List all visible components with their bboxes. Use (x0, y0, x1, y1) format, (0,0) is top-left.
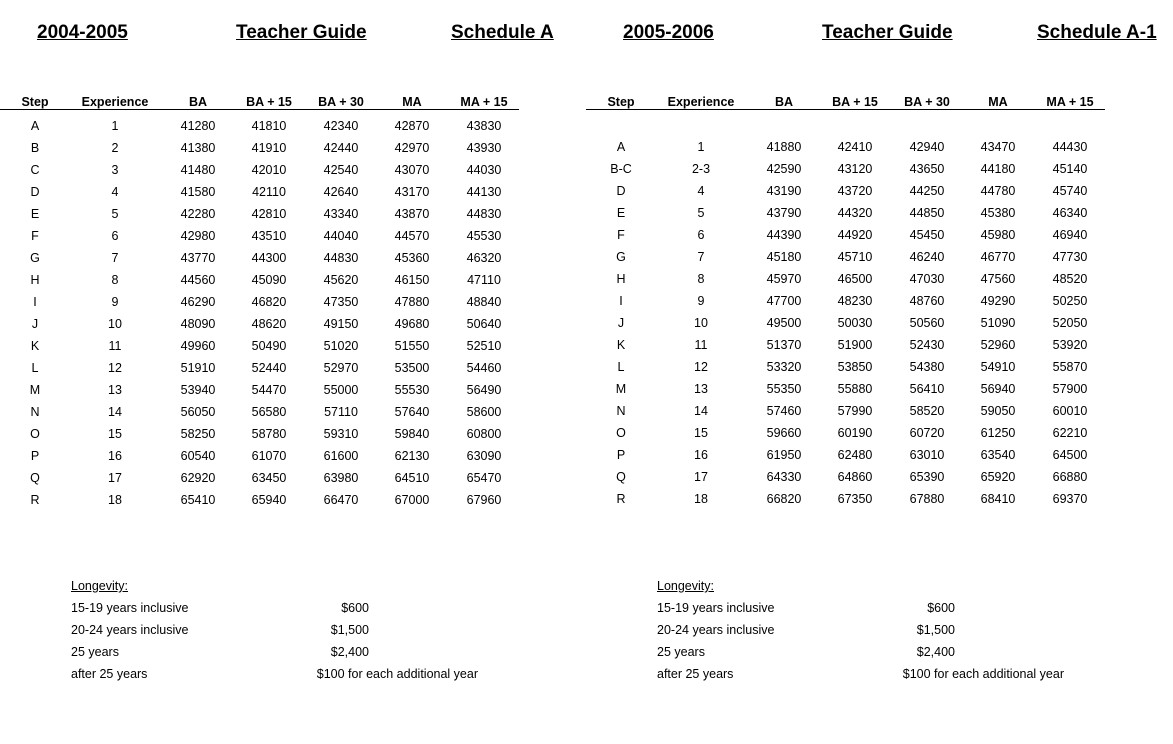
table-cell-ma-15: 44030 (466, 163, 502, 177)
table-cell-ba-15: 46820 (251, 295, 287, 309)
table-cell-ba: 51370 (766, 338, 802, 352)
table-cell-ba: 42280 (180, 207, 216, 221)
table-cell-ma: 45360 (394, 251, 430, 265)
table-cell-ba-30: 60720 (909, 426, 945, 440)
table-cell-experience: 4 (111, 185, 119, 199)
longevity-label: 15-19 years inclusive (657, 601, 775, 615)
table-cell-ma: 43470 (980, 140, 1016, 154)
table-cell-ba: 43190 (766, 184, 802, 198)
table-cell-ma: 47560 (980, 272, 1016, 286)
table-cell-ba-30: 42440 (323, 141, 359, 155)
table-cell-experience: 11 (694, 338, 708, 352)
table-cell-ba-30: 59310 (323, 427, 359, 441)
table-cell-ba: 64330 (766, 470, 802, 484)
table-cell-ba-15: 63450 (251, 471, 287, 485)
table-cell-ma: 43870 (394, 207, 430, 221)
table-cell-step: R (616, 492, 626, 506)
table-cell-step: O (616, 426, 626, 440)
table-cell-ma-15: 52050 (1052, 316, 1088, 330)
table-cell-ba-15: 42810 (251, 207, 287, 221)
column-header-ma: MA (988, 95, 1008, 109)
table-cell-ba-30: 42340 (323, 119, 359, 133)
column-header-ba: BA (774, 95, 794, 109)
table-cell-ma-15: 50250 (1052, 294, 1088, 308)
longevity-amount: $1,500 (330, 623, 369, 637)
table-cell-ba-30: 67880 (909, 492, 945, 506)
table-cell-ba-30: 66470 (323, 493, 359, 507)
table-cell-ba: 49500 (766, 316, 802, 330)
table-cell-ma: 43070 (394, 163, 430, 177)
table-cell-ma-15: 62210 (1052, 426, 1088, 440)
table-cell-experience: 16 (694, 448, 708, 462)
table-cell-step: P (30, 449, 40, 463)
table-cell-ba-30: 42940 (909, 140, 945, 154)
guide-title: Teacher Guide (236, 22, 367, 43)
table-cell-ba-15: 60190 (837, 426, 873, 440)
table-cell-ma-15: 46940 (1052, 228, 1088, 242)
table-cell-ba: 44390 (766, 228, 802, 242)
table-cell-ba: 45180 (766, 250, 802, 264)
table-cell-ba: 41280 (180, 119, 216, 133)
table-cell-ma-15: 60010 (1052, 404, 1088, 418)
table-cell-ba-15: 56580 (251, 405, 287, 419)
table-cell-ba-15: 51900 (837, 338, 873, 352)
table-cell-ba-30: 49150 (323, 317, 359, 331)
table-cell-ba: 45970 (766, 272, 802, 286)
table-cell-ba: 41580 (180, 185, 216, 199)
table-cell-ba-30: 54380 (909, 360, 945, 374)
column-header-experience: Experience (81, 95, 149, 109)
table-cell-ma-15: 47730 (1052, 250, 1088, 264)
table-cell-experience: 7 (111, 251, 119, 265)
table-cell-ba-15: 44920 (837, 228, 873, 242)
column-header-ma: MA (402, 95, 422, 109)
table-cell-step: N (30, 405, 40, 419)
column-header-ba-15: BA + 15 (832, 95, 878, 109)
table-cell-ba-15: 53850 (837, 360, 873, 374)
table-cell-experience: 18 (108, 493, 122, 507)
table-cell-ma-15: 69370 (1052, 492, 1088, 506)
table-cell-experience: 14 (694, 404, 708, 418)
longevity-amount: $600 (927, 601, 955, 615)
table-cell-ba: 47700 (766, 294, 802, 308)
table-cell-ba-15: 50490 (251, 339, 287, 353)
table-cell-ba: 41480 (180, 163, 216, 177)
table-cell-step: D (30, 185, 40, 199)
table-cell-ba-15: 41910 (251, 141, 287, 155)
table-cell-ba-15: 44300 (251, 251, 287, 265)
table-cell-experience: 2 (111, 141, 119, 155)
table-cell-ma: 43170 (394, 185, 430, 199)
table-cell-experience: 15 (108, 427, 122, 441)
table-cell-ba-15: 61070 (251, 449, 287, 463)
table-cell-ba-30: 44250 (909, 184, 945, 198)
table-cell-ba-30: 43650 (909, 162, 945, 176)
table-cell-step: B (30, 141, 40, 155)
table-cell-ma: 44780 (980, 184, 1016, 198)
table-cell-ba-15: 42110 (252, 185, 286, 199)
table-cell-ba-15: 67350 (837, 492, 873, 506)
table-cell-experience: 7 (697, 250, 705, 264)
table-cell-ba-15: 43120 (837, 162, 873, 176)
table-cell-ba-30: 65390 (909, 470, 945, 484)
table-cell-step: D (616, 184, 626, 198)
table-cell-ba-15: 64860 (837, 470, 873, 484)
table-cell-ba: 58250 (180, 427, 216, 441)
table-cell-ba: 62920 (180, 471, 216, 485)
table-cell-ba-15: 42410 (837, 140, 873, 154)
table-cell-ma: 56940 (980, 382, 1016, 396)
longevity-amount: $1,500 (916, 623, 955, 637)
table-cell-ma-15: 45530 (466, 229, 502, 243)
table-cell-ma: 57640 (394, 405, 430, 419)
column-header-step: Step (21, 95, 49, 109)
table-cell-ma: 54910 (980, 360, 1016, 374)
table-cell-ma: 46150 (394, 273, 430, 287)
table-cell-step: O (30, 427, 40, 441)
table-cell-ma-15: 66880 (1052, 470, 1088, 484)
table-cell-ba: 42590 (766, 162, 802, 176)
longevity-label: 25 years (71, 645, 119, 659)
table-cell-ma: 51090 (980, 316, 1016, 330)
column-header-experience: Experience (667, 95, 735, 109)
table-cell-step: M (615, 382, 627, 396)
table-cell-step: Q (616, 470, 626, 484)
table-cell-step: J (617, 316, 625, 330)
table-cell-ba: 51910 (180, 361, 216, 375)
table-cell-ba-15: 52440 (251, 361, 287, 375)
table-cell-ba-30: 50560 (909, 316, 945, 330)
table-cell-ba: 43790 (766, 206, 802, 220)
table-cell-ma: 49290 (980, 294, 1016, 308)
schedule-a-panel (0, 0, 586, 744)
table-cell-ba: 44560 (180, 273, 216, 287)
table-cell-ba-15: 41810 (251, 119, 287, 133)
table-cell-ma-15: 50640 (466, 317, 502, 331)
table-cell-step: P (616, 448, 626, 462)
table-cell-ma: 45980 (980, 228, 1016, 242)
table-cell-experience: 6 (111, 229, 119, 243)
table-cell-ma-15: 44830 (466, 207, 502, 221)
table-cell-step: K (30, 339, 40, 353)
table-cell-ba-15: 44320 (837, 206, 873, 220)
table-cell-ba: 48090 (180, 317, 216, 331)
schedule-title: Schedule A (451, 22, 554, 43)
column-header-step: Step (607, 95, 635, 109)
table-cell-ma-15: 52510 (466, 339, 502, 353)
table-cell-step: F (617, 228, 625, 242)
table-cell-experience: 6 (697, 228, 705, 242)
table-cell-ba-30: 57110 (324, 405, 358, 419)
table-cell-ba-30: 47030 (909, 272, 945, 286)
table-cell-ma: 62130 (394, 449, 430, 463)
column-header-ba-30: BA + 30 (904, 95, 950, 109)
schedule-a1-panel (586, 0, 1172, 744)
table-cell-ba: 46290 (180, 295, 216, 309)
table-cell-step: G (616, 250, 626, 264)
table-cell-ba: 61950 (766, 448, 802, 462)
table-cell-ma: 61250 (980, 426, 1016, 440)
table-cell-ma: 63540 (980, 448, 1016, 462)
school-year-title: 2005-2006 (623, 22, 714, 43)
table-cell-step: B-C (610, 162, 632, 176)
table-cell-ma-15: 55870 (1052, 360, 1088, 374)
table-cell-ma-15: 46340 (1052, 206, 1088, 220)
table-cell-ba: 57460 (766, 404, 802, 418)
table-cell-experience: 1 (697, 140, 705, 154)
table-cell-ba-30: 58520 (909, 404, 945, 418)
table-cell-ma-15: 45740 (1052, 184, 1088, 198)
table-cell-experience: 5 (111, 207, 119, 221)
longevity-label: 20-24 years inclusive (657, 623, 775, 637)
table-cell-experience: 2-3 (691, 162, 711, 176)
table-cell-experience: 9 (697, 294, 705, 308)
table-cell-ba: 49960 (180, 339, 216, 353)
table-cell-ma: 59050 (980, 404, 1016, 418)
table-cell-ba-15: 50030 (837, 316, 873, 330)
table-cell-ba-15: 43720 (837, 184, 873, 198)
table-cell-experience: 8 (111, 273, 119, 287)
table-cell-ba-15: 45090 (251, 273, 287, 287)
table-cell-ba-30: 46240 (909, 250, 945, 264)
table-cell-step: L (617, 360, 625, 374)
table-cell-step: J (31, 317, 39, 331)
longevity-label: 20-24 years inclusive (71, 623, 189, 637)
longevity-title: Longevity: (657, 579, 714, 593)
table-cell-ba-30: 52430 (909, 338, 945, 352)
table-cell-ma-15: 44430 (1052, 140, 1088, 154)
table-cell-ba-15: 48230 (837, 294, 873, 308)
table-cell-ba: 56050 (180, 405, 216, 419)
table-cell-ba-30: 51020 (323, 339, 359, 353)
table-cell-ba-30: 44040 (323, 229, 359, 243)
table-cell-step: R (30, 493, 40, 507)
table-cell-experience: 16 (108, 449, 122, 463)
table-cell-ma: 49680 (394, 317, 430, 331)
table-cell-ma: 42870 (394, 119, 430, 133)
table-cell-ma-15: 63090 (466, 449, 502, 463)
table-cell-ba: 41880 (766, 140, 802, 154)
table-cell-ma-15: 43930 (466, 141, 502, 155)
table-cell-experience: 9 (111, 295, 119, 309)
table-cell-ba-30: 48760 (909, 294, 945, 308)
column-header-ma-15: MA + 15 (1046, 95, 1094, 109)
table-cell-ba-15: 57990 (837, 404, 873, 418)
table-cell-ma: 59840 (394, 427, 430, 441)
table-cell-ba-30: 45620 (323, 273, 359, 287)
table-cell-ma-15: 53920 (1052, 338, 1088, 352)
table-cell-step: C (30, 163, 40, 177)
table-cell-ma-15: 54460 (466, 361, 502, 375)
table-cell-ma-15: 60800 (466, 427, 502, 441)
table-cell-ba-30: 44830 (323, 251, 359, 265)
table-cell-experience: 17 (694, 470, 708, 484)
table-cell-step: K (616, 338, 626, 352)
table-cell-experience: 1 (111, 119, 119, 133)
table-cell-step: E (30, 207, 40, 221)
table-cell-ba-30: 55000 (323, 383, 359, 397)
table-cell-experience: 15 (694, 426, 708, 440)
table-cell-ba-15: 58780 (251, 427, 287, 441)
table-cell-ba: 53320 (766, 360, 802, 374)
table-cell-experience: 4 (697, 184, 705, 198)
table-cell-experience: 13 (694, 382, 708, 396)
column-header-ba-15: BA + 15 (246, 95, 292, 109)
table-cell-ma: 65920 (980, 470, 1016, 484)
table-cell-ba-30: 63980 (323, 471, 359, 485)
table-cell-ba-30: 42540 (323, 163, 359, 177)
table-cell-ma: 45380 (980, 206, 1016, 220)
table-cell-ba-15: 43510 (251, 229, 287, 243)
table-cell-ba: 55350 (766, 382, 802, 396)
table-cell-experience: 13 (108, 383, 122, 397)
table-cell-ba-30: 47350 (323, 295, 359, 309)
table-cell-step: M (29, 383, 41, 397)
table-cell-experience: 10 (694, 316, 708, 330)
table-cell-ma: 44570 (394, 229, 430, 243)
longevity-label: after 25 years (71, 667, 148, 681)
table-cell-ba-30: 61600 (323, 449, 359, 463)
table-cell-step: E (616, 206, 626, 220)
table-cell-ma: 47880 (394, 295, 430, 309)
column-header-ba: BA (188, 95, 208, 109)
longevity-title: Longevity: (71, 579, 128, 593)
table-cell-ma: 55530 (394, 383, 430, 397)
table-cell-ba: 59660 (766, 426, 802, 440)
table-cell-ba-15: 48620 (251, 317, 287, 331)
table-cell-experience: 12 (108, 361, 122, 375)
table-cell-ma: 67000 (394, 493, 430, 507)
table-cell-ba: 65410 (180, 493, 216, 507)
longevity-amount: $100 for each additional year (902, 667, 1064, 681)
table-cell-ba-30: 45450 (909, 228, 945, 242)
table-cell-experience: 14 (108, 405, 122, 419)
table-cell-ma: 51550 (394, 339, 430, 353)
table-cell-ma-15: 57900 (1052, 382, 1088, 396)
table-cell-ba-15: 45710 (837, 250, 873, 264)
table-cell-step: N (616, 404, 626, 418)
table-cell-ba-15: 46500 (837, 272, 873, 286)
table-cell-experience: 5 (697, 206, 705, 220)
table-cell-ba-15: 65940 (251, 493, 287, 507)
table-cell-ma-15: 56490 (466, 383, 502, 397)
table-cell-ba-30: 63010 (909, 448, 945, 462)
table-cell-ba-30: 43340 (323, 207, 359, 221)
table-cell-experience: 11 (108, 339, 122, 353)
table-cell-experience: 12 (694, 360, 708, 374)
table-cell-step: L (31, 361, 39, 375)
table-cell-experience: 3 (111, 163, 119, 177)
table-cell-ba-30: 44850 (909, 206, 945, 220)
table-cell-ma-15: 65470 (466, 471, 502, 485)
table-cell-ma: 64510 (394, 471, 430, 485)
schedule-title: Schedule A-1 (1037, 22, 1157, 43)
table-cell-ba-30: 42640 (323, 185, 359, 199)
table-cell-ma: 53500 (394, 361, 430, 375)
table-cell-ba: 60540 (180, 449, 216, 463)
table-cell-step: Q (30, 471, 40, 485)
table-cell-ma-15: 64500 (1052, 448, 1088, 462)
longevity-amount: $2,400 (330, 645, 369, 659)
table-cell-experience: 10 (108, 317, 122, 331)
table-cell-ma: 68410 (980, 492, 1016, 506)
longevity-amount: $100 for each additional year (316, 667, 478, 681)
table-cell-ma-15: 58600 (466, 405, 502, 419)
table-cell-ma-15: 43830 (466, 119, 502, 133)
longevity-label: after 25 years (657, 667, 734, 681)
school-year-title: 2004-2005 (37, 22, 128, 43)
table-cell-ba-30: 56410 (909, 382, 945, 396)
table-cell-ma-15: 67960 (466, 493, 502, 507)
longevity-amount: $600 (341, 601, 369, 615)
table-cell-step: H (616, 272, 626, 286)
table-cell-ma: 52960 (980, 338, 1016, 352)
table-cell-ba: 41380 (180, 141, 216, 155)
table-cell-ba: 42980 (180, 229, 216, 243)
table-cell-experience: 18 (694, 492, 708, 506)
guide-title: Teacher Guide (822, 22, 953, 43)
table-cell-step: G (30, 251, 40, 265)
table-cell-experience: 8 (697, 272, 705, 286)
table-cell-ba-15: 42010 (251, 163, 287, 177)
table-cell-ba-30: 52970 (323, 361, 359, 375)
longevity-label: 25 years (657, 645, 705, 659)
table-cell-ba: 66820 (766, 492, 802, 506)
column-header-ba-30: BA + 30 (318, 95, 364, 109)
table-cell-ma-15: 46320 (466, 251, 502, 265)
table-cell-ma-15: 48840 (466, 295, 502, 309)
table-cell-ba-15: 62480 (837, 448, 873, 462)
table-cell-step: F (31, 229, 39, 243)
table-cell-ba: 53940 (180, 383, 216, 397)
table-cell-ma-15: 44130 (466, 185, 502, 199)
table-cell-ma: 44180 (980, 162, 1016, 176)
longevity-amount: $2,400 (916, 645, 955, 659)
table-cell-step: A (616, 140, 626, 154)
table-cell-step: A (30, 119, 40, 133)
table-cell-step: I (33, 295, 37, 309)
table-cell-ma-15: 48520 (1052, 272, 1088, 286)
table-cell-ba: 43770 (180, 251, 216, 265)
table-cell-ma: 46770 (980, 250, 1016, 264)
table-cell-ma-15: 47110 (467, 273, 501, 287)
table-cell-ma: 42970 (394, 141, 430, 155)
table-cell-ba-15: 55880 (837, 382, 873, 396)
table-cell-experience: 17 (108, 471, 122, 485)
table-cell-ma-15: 45140 (1052, 162, 1088, 176)
table-cell-step: I (619, 294, 623, 308)
column-header-ma-15: MA + 15 (460, 95, 508, 109)
longevity-label: 15-19 years inclusive (71, 601, 189, 615)
table-cell-ba-15: 54470 (251, 383, 287, 397)
table-cell-step: H (30, 273, 40, 287)
